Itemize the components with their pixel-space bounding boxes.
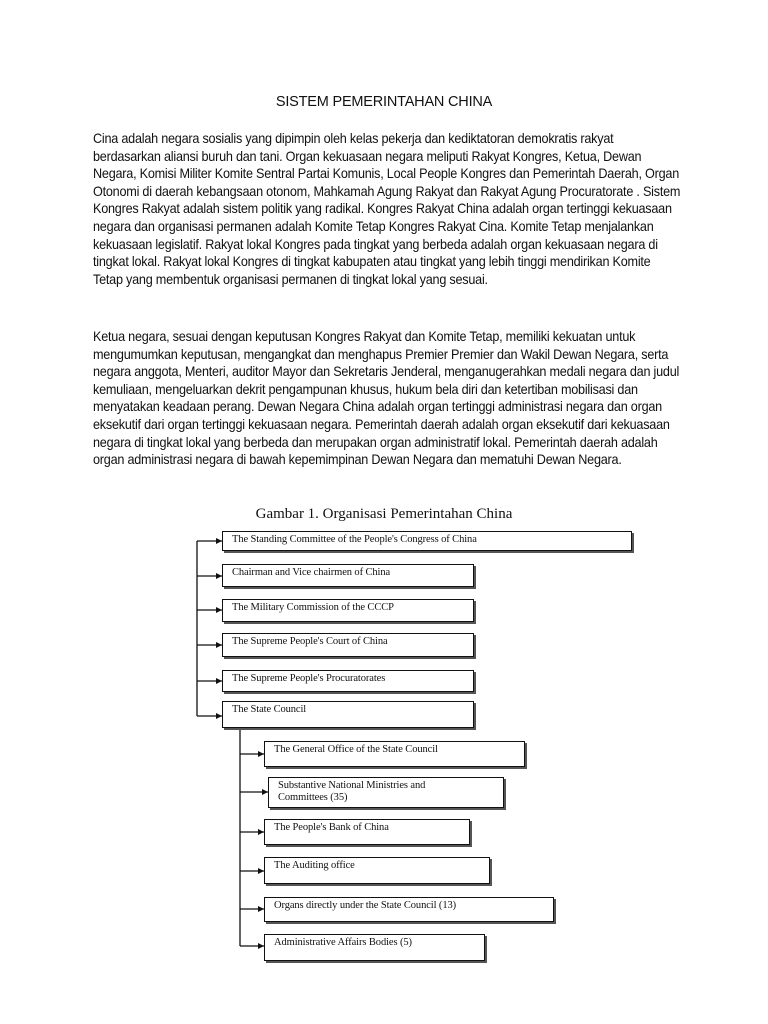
box-general-office: The General Office of the State Council (264, 741, 525, 767)
box-procuratorates: The Supreme People's Procuratorates (222, 670, 474, 692)
box-administrative-affairs: Administrative Affairs Bodies (5) (264, 934, 485, 961)
box-peoples-bank: The People's Bank of China (264, 819, 470, 845)
box-military-commission: The Military Commission of the CCCP (222, 599, 474, 622)
box-chairman: Chairman and Vice chairmen of China (222, 564, 474, 587)
paragraph-1: Cina adalah negara sosialis yang dipimpin oleh kelas pekerja dan kediktatoran demokratis rakyat berdasarkan aliansi buruh dan tani. Organ kekuasaan negara meliputi Rakyat Kongres, Ketua, Dewan Negara, Komisi Militer Komite Sentral Partai Komunis, Local People Kongres dan Pemerintah Daerah, Organ Otonomi di daerah kebangsaan otonom, Mahkamah Agung Rakyat dan Rakyat Agung Procuratorate . Sistem Kongres Rakyat adalah sistem politik yang radikal. Kongres Rakyat China adalah organ tertinggi kekuasaan negara dan organisasi permanen adalah Komite Tetap Kongres Rakyat Cina. Komite Tetap menjalankan kekuasaan legislatif. Rakyat lokal Kongres pada tingkat yang berbeda adalah organ kekuasaan negara di tingkat lokal. Rakyat lokal Kongres di tingkat kabupaten atau tingkat yang lebih tinggi mendirikan Komite Tetap yang membentuk organisasi permanen di tingkat lokal yang sesuai. (93, 131, 681, 287)
document-title: SISTEM PEMERINTAHAN CHINA (275, 94, 493, 110)
box-national-ministries: Substantive National Ministries and Committees (35) (268, 777, 504, 808)
paragraph-2: Ketua negara, sesuai dengan keputusan Kongres Rakyat dan Komite Tetap, memiliki kekuatan untuk mengumumkan keputusan, mengangkat dan menghapus Premier Premier dan Wakil Dewan Negara, serta negara anggota, Menteri, auditor Mayor dan Sekretaris Jenderal, menganugerahkan medali negara dan judul kemuliaan, mengeluarkan dekrit pengampunan khusus, hukum bela diri dan ketertiban mobilisasi dan menyatakan keadaan perang. Dewan Negara China adalah organ tertinggi administrasi negara dan organ eksekutif dari organ tertinggi kekuasaan negara. Pemerintah daerah adalah organ eksekutif dari kekuasaan negara di tingkat lokal yang berbeda dan merupakan organ administratif lokal. Pemerintah daerah adalah organ administrasi negara di bawah kepemimpinan Dewan Negara dan mematuhi Dewan Negara. (93, 329, 680, 468)
figure-caption: Gambar 1. Organisasi Pemerintahan China (255, 506, 513, 522)
box-state-council: The State Council (222, 701, 474, 728)
box-auditing-office: The Auditing office (264, 857, 490, 884)
box-standing-committee: The Standing Committee of the People's Congress of China (222, 531, 632, 551)
box-supreme-court: The Supreme People's Court of China (222, 633, 474, 657)
box-organs-directly-under: Organs directly under the State Council (13) (264, 897, 554, 922)
